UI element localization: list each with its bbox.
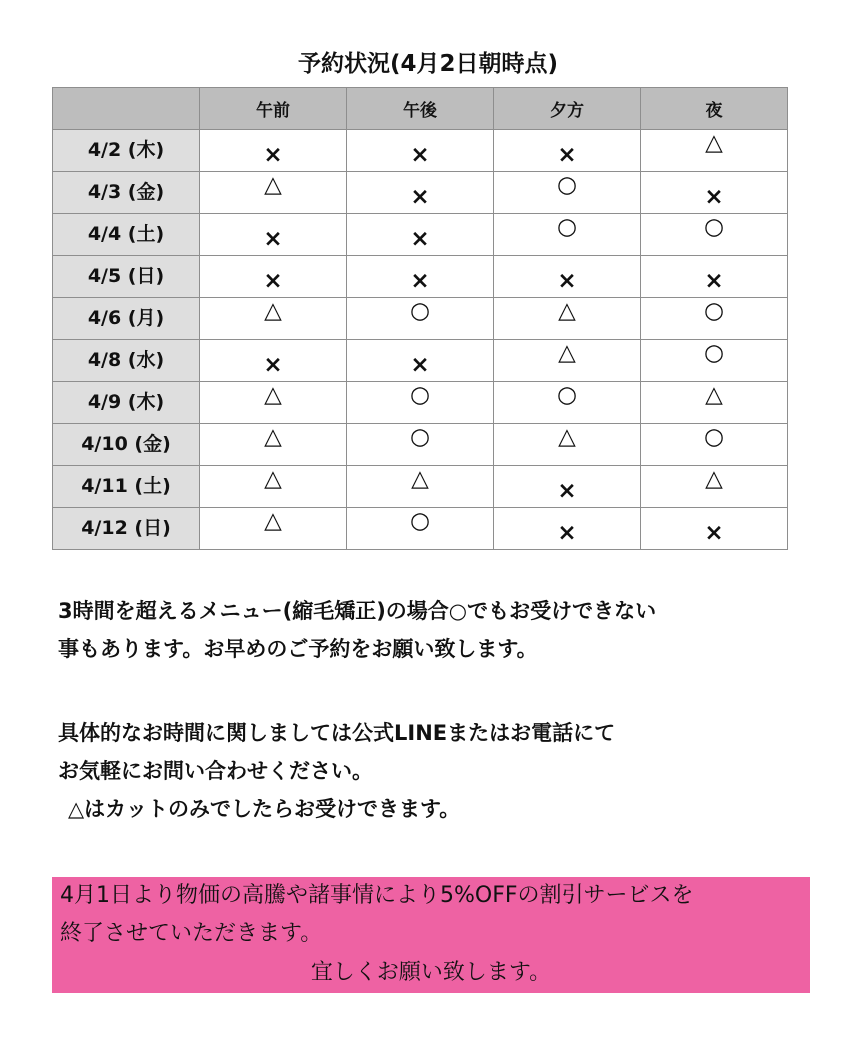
availability-cell bbox=[494, 424, 641, 466]
available-mark: ○ bbox=[703, 298, 725, 324]
table-header-row bbox=[53, 88, 788, 130]
date-cell: 4/9 (木) bbox=[53, 382, 200, 424]
full-mark: × bbox=[557, 478, 577, 504]
availability-cell bbox=[200, 382, 347, 424]
availability-cell bbox=[347, 172, 494, 214]
available-mark: ○ bbox=[556, 214, 578, 240]
limited-mark: △ bbox=[705, 382, 723, 408]
full-mark: × bbox=[263, 352, 283, 378]
date-cell: 4/8 (水) bbox=[53, 340, 200, 382]
full-mark: × bbox=[704, 520, 724, 546]
availability-cell bbox=[200, 340, 347, 382]
availability-cell bbox=[347, 214, 494, 256]
full-mark: × bbox=[410, 268, 430, 294]
availability-cell bbox=[641, 256, 788, 298]
available-mark: ○ bbox=[703, 340, 725, 366]
availability-cell bbox=[641, 130, 788, 172]
full-mark: × bbox=[410, 352, 430, 378]
limited-mark: △ bbox=[705, 130, 723, 156]
note-line: 事もあります。お早めのご予約をお願い致します。 bbox=[58, 637, 538, 661]
note-line: お気軽にお問い合わせください。 bbox=[58, 759, 373, 783]
note-line: △はカットのみでしたらお受けできます。 bbox=[68, 797, 461, 821]
notice-line: 宜しくお願い致します。 bbox=[310, 960, 552, 985]
date-cell: 4/10 (金) bbox=[53, 424, 200, 466]
full-mark: × bbox=[263, 226, 283, 252]
limited-mark: △ bbox=[264, 424, 282, 450]
date-cell: 4/12 (日) bbox=[53, 508, 200, 550]
full-mark: × bbox=[704, 268, 724, 294]
availability-cell bbox=[494, 508, 641, 550]
available-mark: ○ bbox=[703, 214, 725, 240]
limited-mark: △ bbox=[558, 424, 576, 450]
availability-cell bbox=[200, 256, 347, 298]
availability-cell bbox=[200, 298, 347, 340]
header-afternoon: 午後 bbox=[347, 88, 494, 130]
availability-cell bbox=[347, 424, 494, 466]
reservation-table bbox=[52, 87, 788, 550]
table-row bbox=[53, 340, 788, 382]
availability-cell bbox=[200, 214, 347, 256]
availability-cell bbox=[641, 466, 788, 508]
availability-cell bbox=[200, 130, 347, 172]
note-contact bbox=[58, 714, 818, 828]
note-line: 3時間を超えるメニュー(縮毛矯正)の場合○でもお受けできない bbox=[58, 599, 657, 623]
availability-cell bbox=[347, 508, 494, 550]
limited-mark: △ bbox=[264, 172, 282, 198]
full-mark: × bbox=[263, 268, 283, 294]
limited-mark: △ bbox=[264, 298, 282, 324]
availability-cell bbox=[200, 508, 347, 550]
availability-cell bbox=[347, 466, 494, 508]
available-mark: ○ bbox=[556, 172, 578, 198]
date-cell: 4/6 (月) bbox=[53, 298, 200, 340]
date-cell: 4/4 (土) bbox=[53, 214, 200, 256]
availability-cell bbox=[494, 382, 641, 424]
availability-cell bbox=[347, 130, 494, 172]
availability-cell bbox=[200, 466, 347, 508]
availability-cell bbox=[200, 172, 347, 214]
date-cell: 4/11 (土) bbox=[53, 466, 200, 508]
notice-line: 4月1日より物価の高騰や諸事情により5%OFFの割引サービスを bbox=[60, 883, 694, 908]
table-row bbox=[53, 424, 788, 466]
limited-mark: △ bbox=[264, 508, 282, 534]
availability-cell bbox=[494, 298, 641, 340]
available-mark: ○ bbox=[409, 298, 431, 324]
availability-cell bbox=[641, 298, 788, 340]
availability-cell bbox=[641, 172, 788, 214]
note-menu-warning bbox=[58, 592, 818, 668]
table-row bbox=[53, 466, 788, 508]
page-title: 予約状況(4月2日朝時点) bbox=[297, 51, 559, 77]
availability-cell bbox=[494, 172, 641, 214]
availability-cell bbox=[347, 256, 494, 298]
table-row bbox=[53, 382, 788, 424]
full-mark: × bbox=[557, 142, 577, 168]
header-morning: 午前 bbox=[200, 88, 347, 130]
table-row bbox=[53, 256, 788, 298]
date-cell: 4/5 (日) bbox=[53, 256, 200, 298]
full-mark: × bbox=[557, 520, 577, 546]
available-mark: ○ bbox=[409, 382, 431, 408]
full-mark: × bbox=[704, 184, 724, 210]
table-row bbox=[53, 172, 788, 214]
availability-cell bbox=[641, 382, 788, 424]
full-mark: × bbox=[263, 142, 283, 168]
limited-mark: △ bbox=[558, 298, 576, 324]
full-mark: × bbox=[410, 184, 430, 210]
full-mark: × bbox=[410, 226, 430, 252]
table-row bbox=[53, 298, 788, 340]
availability-cell bbox=[494, 130, 641, 172]
limited-mark: △ bbox=[411, 466, 429, 492]
table-row bbox=[53, 508, 788, 550]
availability-cell bbox=[641, 214, 788, 256]
table-row bbox=[53, 130, 788, 172]
availability-cell bbox=[347, 298, 494, 340]
table-row bbox=[53, 214, 788, 256]
limited-mark: △ bbox=[705, 466, 723, 492]
discount-notice bbox=[52, 877, 810, 993]
date-cell: 4/2 (木) bbox=[53, 130, 200, 172]
notice-line: 終了させていただきます。 bbox=[60, 921, 323, 946]
full-mark: × bbox=[410, 142, 430, 168]
date-cell: 4/3 (金) bbox=[53, 172, 200, 214]
header-corner bbox=[53, 88, 200, 130]
availability-cell bbox=[641, 424, 788, 466]
note-line: 具体的なお時間に関しましては公式LINEまたはお電話にて bbox=[58, 721, 616, 745]
availability-cell bbox=[494, 466, 641, 508]
full-mark: × bbox=[557, 268, 577, 294]
available-mark: ○ bbox=[409, 424, 431, 450]
availability-cell bbox=[494, 256, 641, 298]
header-evening: 夕方 bbox=[494, 88, 641, 130]
availability-cell bbox=[347, 340, 494, 382]
available-mark: ○ bbox=[703, 424, 725, 450]
availability-cell bbox=[494, 214, 641, 256]
availability-cell bbox=[200, 424, 347, 466]
header-night: 夜 bbox=[641, 88, 788, 130]
availability-cell bbox=[641, 340, 788, 382]
limited-mark: △ bbox=[264, 382, 282, 408]
available-mark: ○ bbox=[409, 508, 431, 534]
availability-cell bbox=[641, 508, 788, 550]
availability-cell bbox=[494, 340, 641, 382]
limited-mark: △ bbox=[558, 340, 576, 366]
availability-cell bbox=[347, 382, 494, 424]
limited-mark: △ bbox=[264, 466, 282, 492]
available-mark: ○ bbox=[556, 382, 578, 408]
